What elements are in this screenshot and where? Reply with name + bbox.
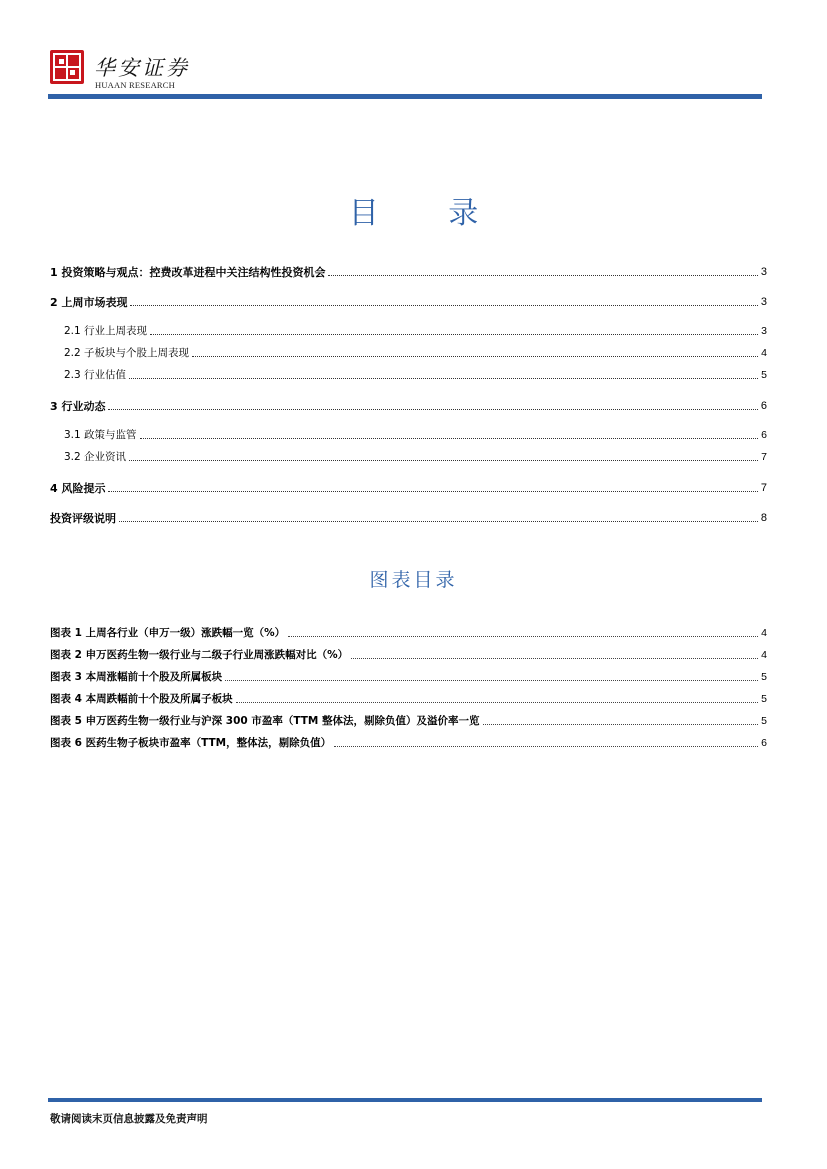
dot-leader (351, 657, 758, 659)
footer-disclaimer-notice: 敬请阅读末页信息披露及免责声明 (50, 1113, 208, 1125)
dot-leader (483, 723, 759, 725)
header-divider (48, 94, 762, 99)
dot-leader (129, 377, 758, 379)
toc-entry-label: 4 风险提示 (50, 482, 106, 495)
toc-entry[interactable] (64, 344, 767, 360)
figure-entry[interactable] (50, 690, 767, 706)
toc-entry-page: 3 (760, 266, 767, 278)
figure-entry[interactable] (50, 646, 767, 662)
toc-entry[interactable] (64, 448, 767, 464)
figure-entry-page: 4 (761, 649, 767, 661)
toc-entry-label: 2.2 子板块与个股上周表现 (64, 347, 190, 359)
toc-entry[interactable] (50, 263, 767, 279)
dot-leader (119, 520, 758, 522)
report-header (48, 48, 764, 100)
figure-entry[interactable] (50, 734, 767, 750)
dot-leader (108, 490, 757, 492)
figure-entry-page: 6 (761, 737, 767, 749)
toc-entry-label: 2.3 行业估值 (64, 369, 127, 381)
figure-entry[interactable] (50, 624, 767, 640)
footer-divider (48, 1098, 762, 1102)
toc-entry-label: 3.2 企业资讯 (64, 451, 127, 463)
toc-title: 目 录 (348, 196, 509, 231)
figure-entry-label: 图表 5 申万医药生物一级行业与沪深 300 市盈率（TTM 整体法，剔除负值）及溢价率一览 (50, 715, 480, 727)
toc-entry[interactable] (50, 509, 767, 525)
dot-leader (328, 274, 757, 276)
figure-entry-label: 图表 1 上周各行业（申万一级）涨跌幅一览（%） (50, 627, 286, 639)
figure-entry-page: 5 (761, 715, 767, 727)
toc-entry-page: 7 (760, 482, 767, 494)
dot-leader (236, 701, 759, 703)
toc-entry-page: 8 (760, 512, 767, 524)
toc-entry-page: 3 (761, 325, 767, 337)
toc-entry[interactable] (50, 397, 767, 413)
toc-entry-page: 6 (761, 429, 767, 441)
figure-entry-page: 5 (761, 671, 767, 683)
dot-leader (129, 459, 758, 461)
figure-entry-page: 5 (761, 693, 767, 705)
toc-entry[interactable] (64, 426, 767, 442)
dot-leader (334, 745, 758, 747)
toc-entry-label: 2 上周市场表现 (50, 296, 128, 309)
figure-entry-label: 图表 2 申万医药生物一级行业与二级子行业周涨跌幅对比（%） (50, 649, 349, 661)
figure-entry-label: 图表 4 本周跌幅前十个股及所属子板块 (50, 693, 233, 705)
figure-entry-label: 图表 3 本周涨幅前十个股及所属板块 (50, 671, 223, 683)
dot-leader (192, 355, 758, 357)
toc-entry-label: 3.1 政策与监管 (64, 429, 137, 441)
figure-list-title: 图表目录 (369, 569, 458, 591)
dot-leader (130, 304, 757, 306)
figure-entry[interactable] (50, 668, 767, 684)
dot-leader (108, 408, 757, 410)
dot-leader (288, 635, 758, 637)
toc-entry[interactable] (64, 366, 767, 382)
toc-entry[interactable] (64, 322, 767, 338)
toc-entry-page: 7 (761, 451, 767, 463)
brand-name-cn: 华安证券 (94, 56, 190, 80)
toc-entry-page: 6 (760, 400, 767, 412)
dot-leader (150, 333, 758, 335)
dot-leader (225, 679, 758, 681)
toc-entry-label: 1 投资策略与观点：控费改革进程中关注结构性投资机会 (50, 266, 326, 279)
toc-entry-label: 投资评级说明 (50, 512, 116, 525)
toc-entry[interactable] (50, 293, 767, 309)
figure-entry-page: 4 (761, 627, 767, 639)
figure-entry-label: 图表 6 医药生物子板块市盈率（TTM，整体法，剔除负值） (50, 737, 332, 749)
toc-entry-page: 4 (761, 347, 767, 359)
toc-entry-label: 3 行业动态 (50, 400, 106, 413)
dot-leader (140, 437, 759, 439)
brand-name-en: HUAAN RESEARCH (95, 80, 176, 90)
toc-entry-page: 3 (760, 296, 767, 308)
figure-entry[interactable] (50, 712, 767, 728)
huaan-logo-seal-icon (50, 50, 84, 84)
toc-entry[interactable] (50, 479, 767, 495)
toc-entry-page: 5 (761, 369, 767, 381)
toc-entry-label: 2.1 行业上周表现 (64, 325, 148, 337)
